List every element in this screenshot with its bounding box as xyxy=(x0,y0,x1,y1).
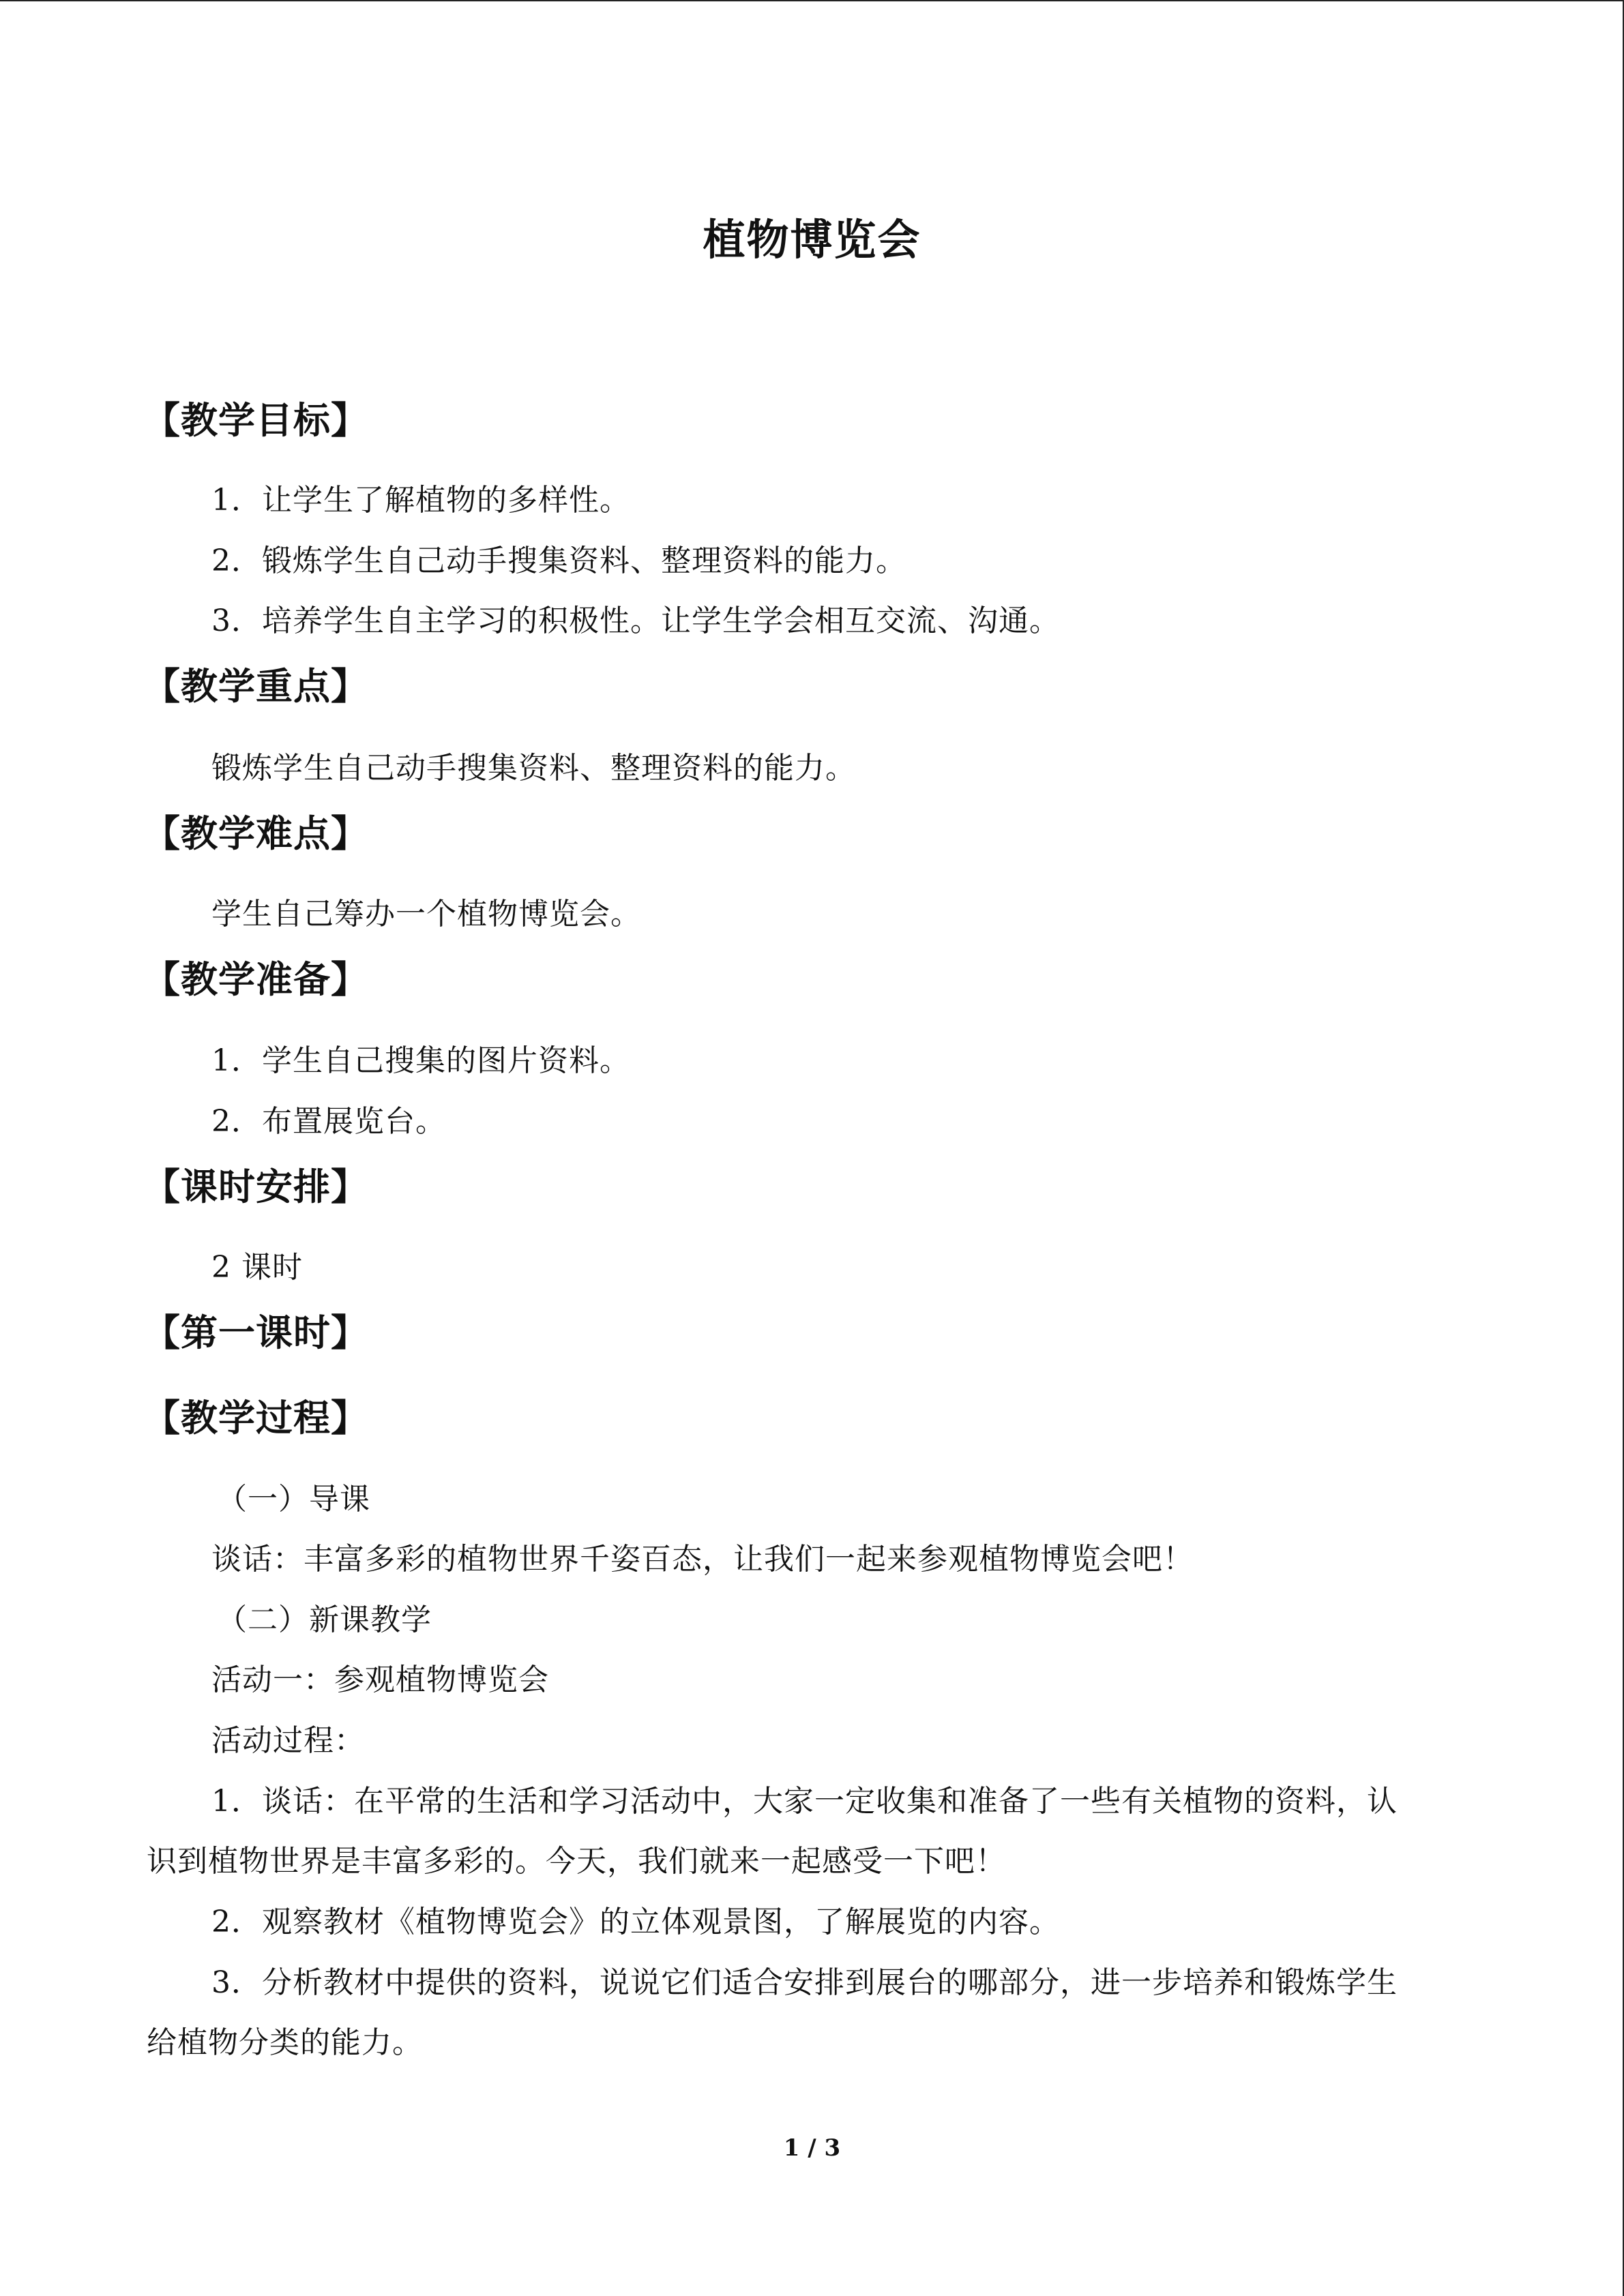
activity-title: 活动一：参观植物博览会 xyxy=(211,1663,549,1697)
intro-text: 谈话：丰富多彩的植物世界千姿百态，让我们一起来参观植物博览会吧！ xyxy=(211,1542,1194,1577)
preparation-item-1: 1．学生自己搜集的图片资料。 xyxy=(211,1043,630,1078)
step-2: 2．观察教材《植物博览会》的立体观景图，了解展览的内容。 xyxy=(211,1905,1060,1939)
page-number: 1 / 3 xyxy=(783,2134,841,2162)
difficulties-text: 学生自己筹办一个植物博览会。 xyxy=(211,897,641,931)
intro-label: （一）导课 xyxy=(217,1482,370,1517)
new-lesson-label: （二）新课教学 xyxy=(217,1602,432,1637)
heading-teaching-goals: 【教学目标】 xyxy=(143,399,368,442)
heading-difficulties: 【教学难点】 xyxy=(143,812,368,855)
step-3-line-1: 3．分析教材中提供的资料，说说它们适合安排到展台的哪部分，进一步培养和锻炼学生 xyxy=(211,1965,1398,2000)
activity-process-label: 活动过程： xyxy=(211,1723,365,1758)
goal-item-3: 3．培养学生自主学习的积极性。让学生学会相互交流、沟通。 xyxy=(211,603,1060,638)
step-1-line-1: 1．谈话：在平常的生活和学习活动中，大家一定收集和准备了一些有关植物的资料，认 xyxy=(211,1784,1398,1819)
heading-schedule: 【课时安排】 xyxy=(143,1165,368,1208)
preparation-item-2: 2．布置展览台。 xyxy=(211,1104,446,1139)
step-3-line-2: 给植物分类的能力。 xyxy=(147,2025,423,2060)
heading-key-points: 【教学重点】 xyxy=(143,665,368,708)
heading-first-lesson: 【第一课时】 xyxy=(143,1311,368,1354)
document-title: 植物博览会 xyxy=(703,215,921,265)
heading-teaching-process: 【教学过程】 xyxy=(143,1397,368,1440)
heading-preparation: 【教学准备】 xyxy=(143,958,368,1001)
goal-item-1: 1．让学生了解植物的多样性。 xyxy=(211,483,630,518)
step-1-line-2: 识到植物世界是丰富多彩的。今天，我们就来一起感受一下吧！ xyxy=(147,1844,1006,1879)
key-points-text: 锻炼学生自己动手搜集资料、整理资料的能力。 xyxy=(211,751,856,786)
schedule-text: 2 课时 xyxy=(211,1250,303,1285)
goal-item-2: 2．锻炼学生自己动手搜集资料、整理资料的能力。 xyxy=(211,543,906,578)
